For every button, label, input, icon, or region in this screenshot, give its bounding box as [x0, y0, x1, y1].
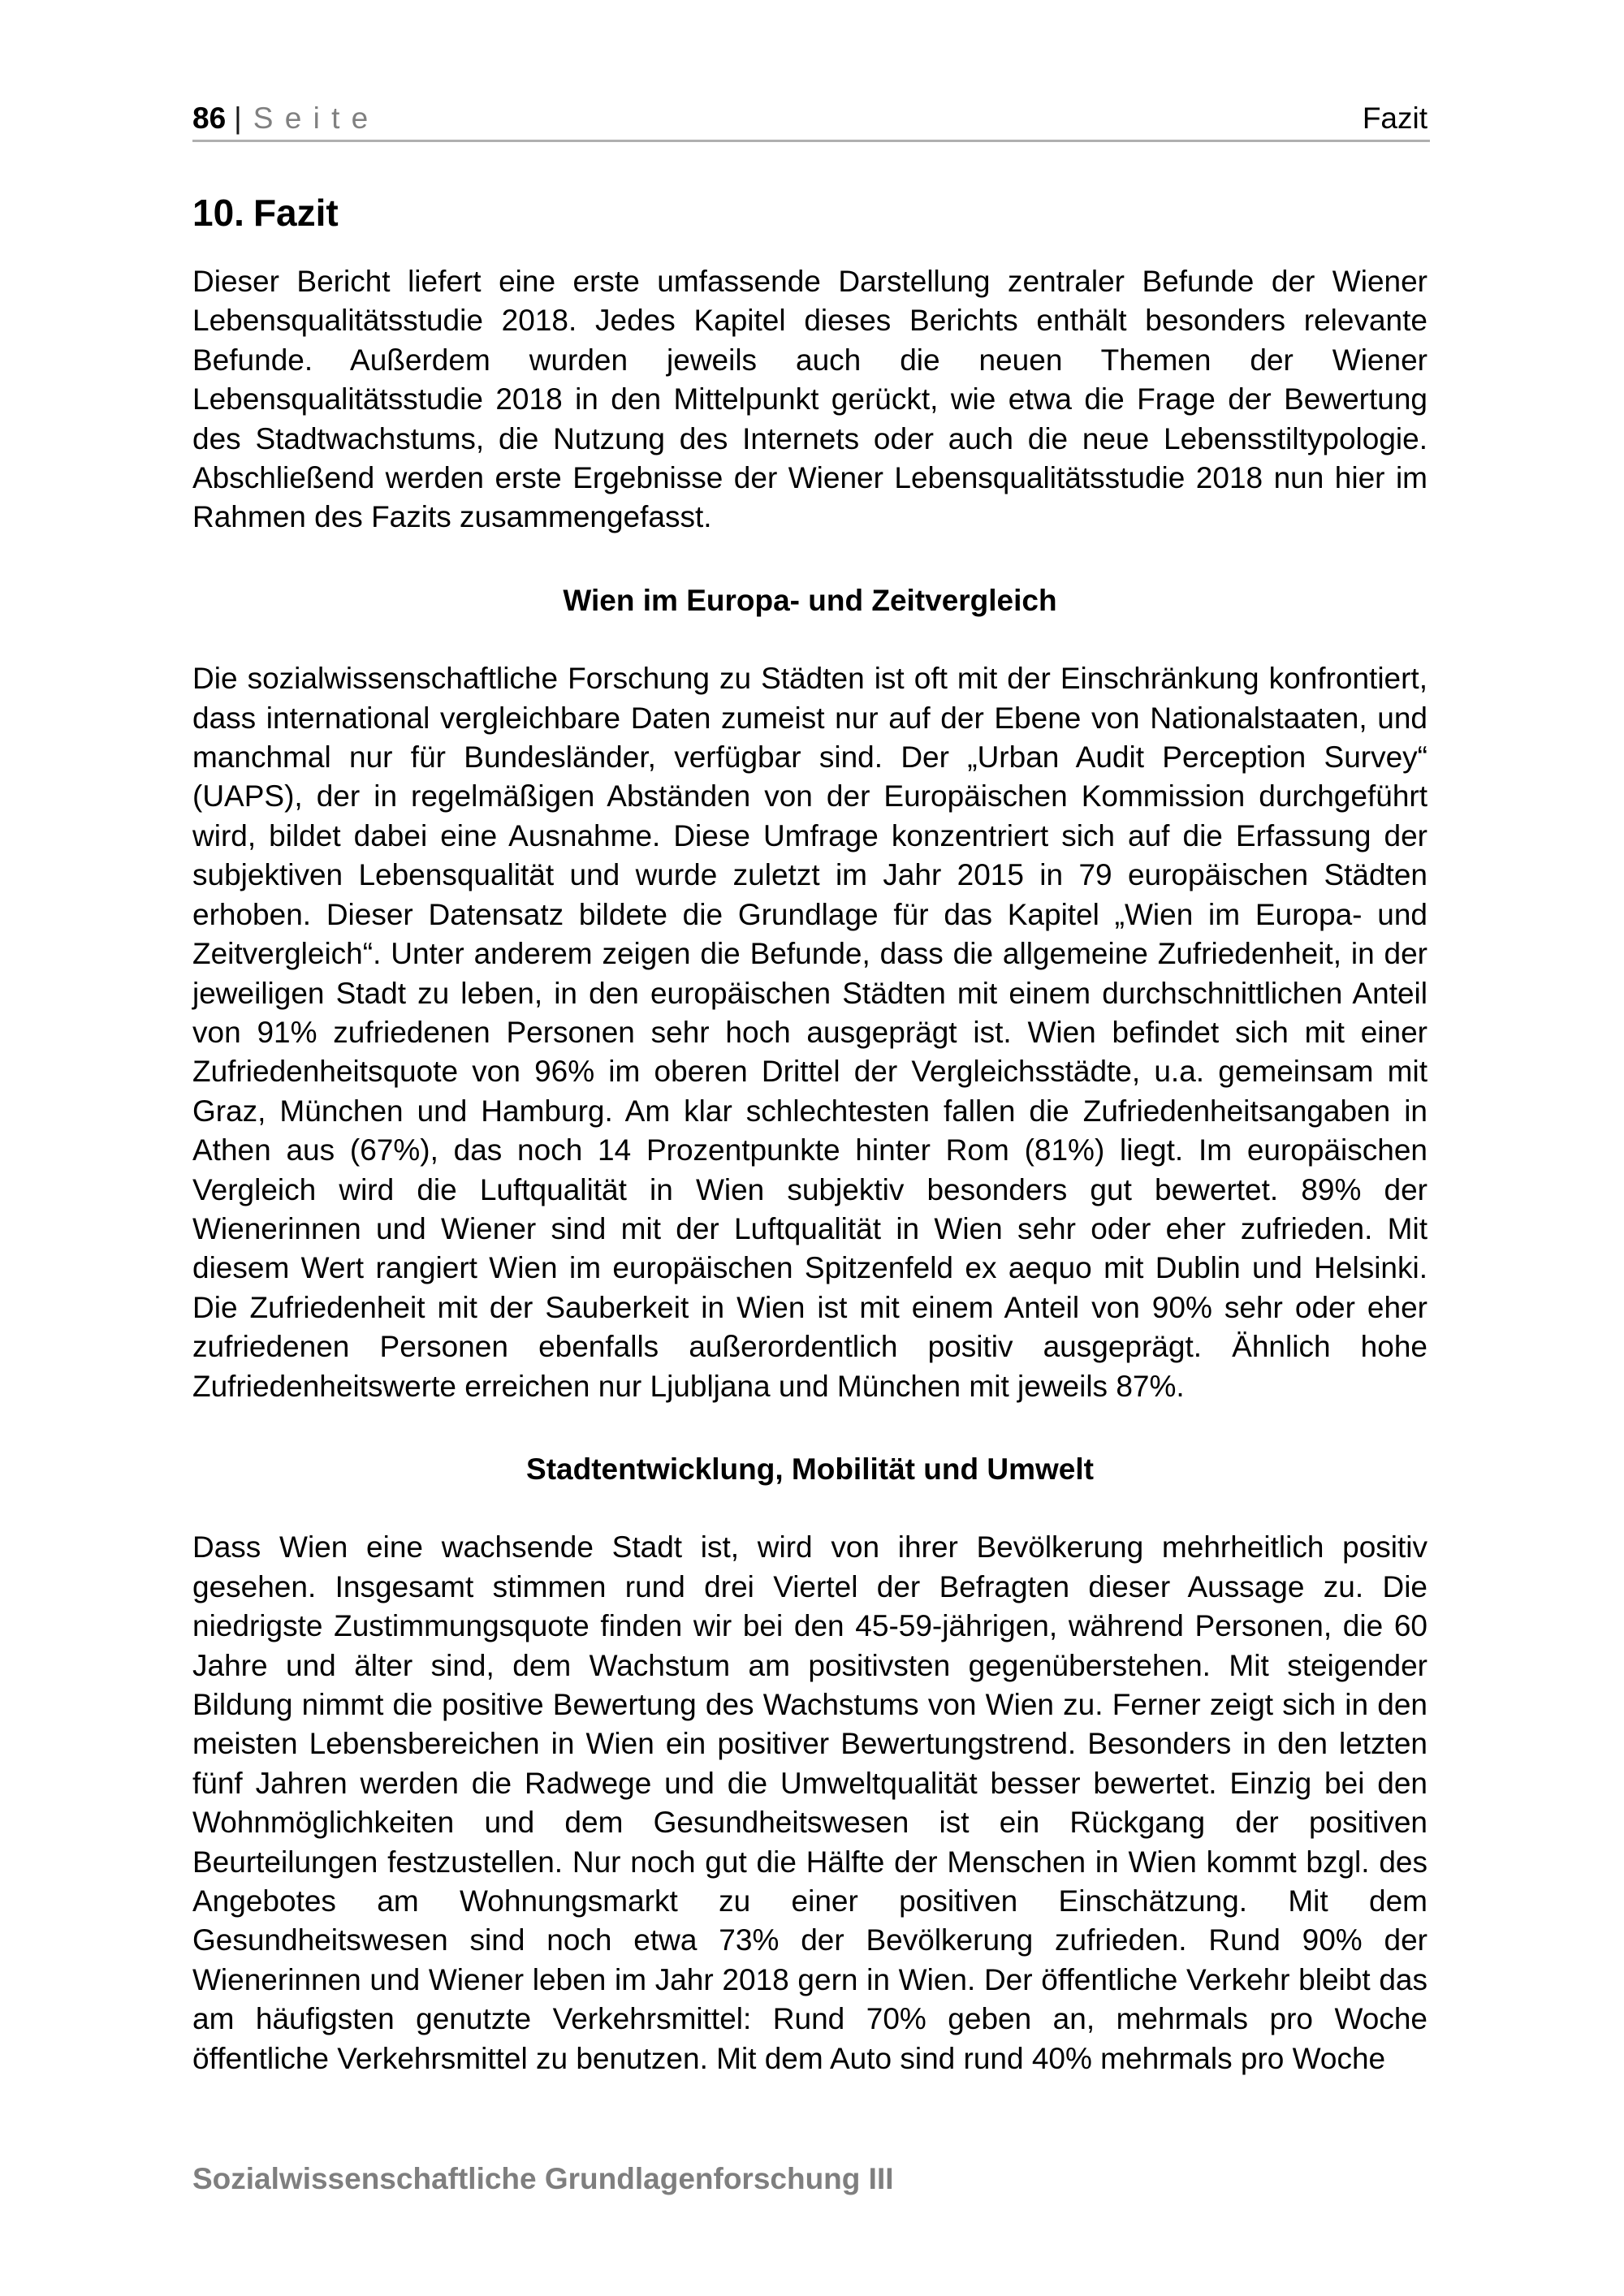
- chapter-heading: [192, 191, 1427, 235]
- document-content: [192, 191, 1427, 2078]
- page-footer: Sozialwissenschaftliche Grundlagenforschung III: [192, 2162, 894, 2195]
- page-header: [192, 101, 1427, 136]
- section-paragraph-europa-zeitvergleich: Die sozialwissenschaftliche Forschung zu Städten ist oft mit der Einschränkung konfrontiert, dass international vergleichbare Daten zumeist nur auf der Ebene von Nationalstaaten, und manchmal nur für Bundesländer, verfügbar sind. Der „Urban Audit Perception Survey“ (UAPS), der in regelmäßigen Abständen von der Europäischen Kommission durchgeführt wird, bildet dabei eine Ausnahme. Diese Umfrage konzentriert sich auf die Erfassung der subjektiven Lebensqualität und wurde zuletzt im Jahr 2015 in 79 europäischen Städten erhoben. Dieser Datensatz bildete die Grundlage für das Kapitel „Wien im Europa- und Zeitvergleich“. Unter anderem zeigen die Befunde, dass die allgemeine Zufriedenheit, in der jeweiligen Stadt zu leben, in den europäischen Städten mit einem durchschnittlichen Anteil von 91% zufriedenen Personen sehr hoch ausgeprägt ist. Wien befindet sich mit einer Zufriedenheitsquote von 96% im oberen Drittel der Vergleichsstädte, u.a. gemeinsam mit Graz, München und Hamburg. Am klar schlechtesten fallen die Zufriedenheitsangaben in Athen aus (67%), das noch 14 Prozentpunkte hinter Rom (81%) liegt. Im europäischen Vergleich wird die Luftqualität in Wien subjektiv besonders gut bewertet. 89% der Wienerinnen und Wiener sind mit der Luftqualität in Wien sehr oder eher zufrieden. Mit diesem Wert rangiert Wien im europäischen Spitzenfeld ex aequo mit Dublin und Helsinki. Die Zufriedenheit mit der Sauberkeit in Wien ist mit einem Anteil von 90% sehr oder eher zufriedenen Personen ebenfalls außerordentlich positiv ausgeprägt. Ähnlich hohe Zufriedenheitswerte erreichen nur Ljubljana und München mit jeweils 87%.: [192, 662, 1427, 1403]
- page-number: 86: [192, 101, 227, 135]
- header-separator: |: [234, 101, 242, 135]
- header-page-label: S e i t e: [253, 101, 370, 135]
- header-rule: [192, 140, 1430, 142]
- header-chapter-label: Fazit: [1362, 101, 1427, 135]
- intro-paragraph: Dieser Bericht liefert eine erste umfassende Darstellung zentraler Befunde der Wiener Lebensqualitätsstudie 2018. Jedes Kapitel dieses Berichts enthält besonders relevante Befunde. Außerdem wurden jeweils auch die neuen Themen der Wiener Lebensqualitätsstudie 2018 in den Mittelpunkt gerückt, wie etwa die Frage der Bewertung des Stadtwachstums, die Nutzung des Internets oder auch die neue Lebensstiltypologie. Abschließend werden erste Ergebnisse der Wiener Lebensqualitätsstudie 2018 nun hier im Rahmen des Fazits zusammengefasst.: [192, 265, 1427, 534]
- header-left: [192, 101, 369, 136]
- section-heading-stadtentwicklung: Stadtentwicklung, Mobilität und Umwelt: [526, 1452, 1094, 1486]
- section-paragraph-stadtentwicklung: Dass Wien eine wachsende Stadt ist, wird von ihrer Bevölkerung mehrheitlich positiv gesehen. Insgesamt stimmen rund drei Viertel der Befragten dieser Aussage zu. Die niedrigste Zustimmungsquote finden wir bei den 45-59-jährigen, während Personen, die 60 Jahre und älter sind, dem Wachstum am positivsten gegenüberstehen. Mit steigender Bildung nimmt die positive Bewertung des Wachstums von Wien zu. Ferner zeigt sich in den meisten Lebensbereichen in Wien ein positiver Bewertungstrend. Besonders in den letzten fünf Jahren werden die Radwege und die Umweltqualität besser bewertet. Einzig bei den Wohnmöglichkeiten und dem Gesundheitswesen ist ein Rückgang der positiven Beurteilungen festzustellen. Nur noch gut die Hälfte der Menschen in Wien kommt bzgl. des Angebotes am Wohnungsmarkt zu einer positiven Einschätzung. Mit dem Gesundheitswesen sind noch etwa 73% der Bevölkerung zufrieden. Rund 90% der Wienerinnen und Wiener leben im Jahr 2018 gern in Wien. Der öffentliche Verkehr bleibt das am häufigsten genutzte Verkehrsmittel: Rund 70% geben an, mehrmals pro Woche öffentliche Verkehrsmittel zu benutzen. Mit dem Auto sind rund 40% mehrmals pro Woche: [192, 1530, 1427, 2075]
- chapter-title: Fazit: [253, 192, 339, 234]
- section-heading-europa-zeitvergleich: Wien im Europa- und Zeitvergleich: [563, 583, 1057, 617]
- chapter-number: 10.: [192, 192, 244, 234]
